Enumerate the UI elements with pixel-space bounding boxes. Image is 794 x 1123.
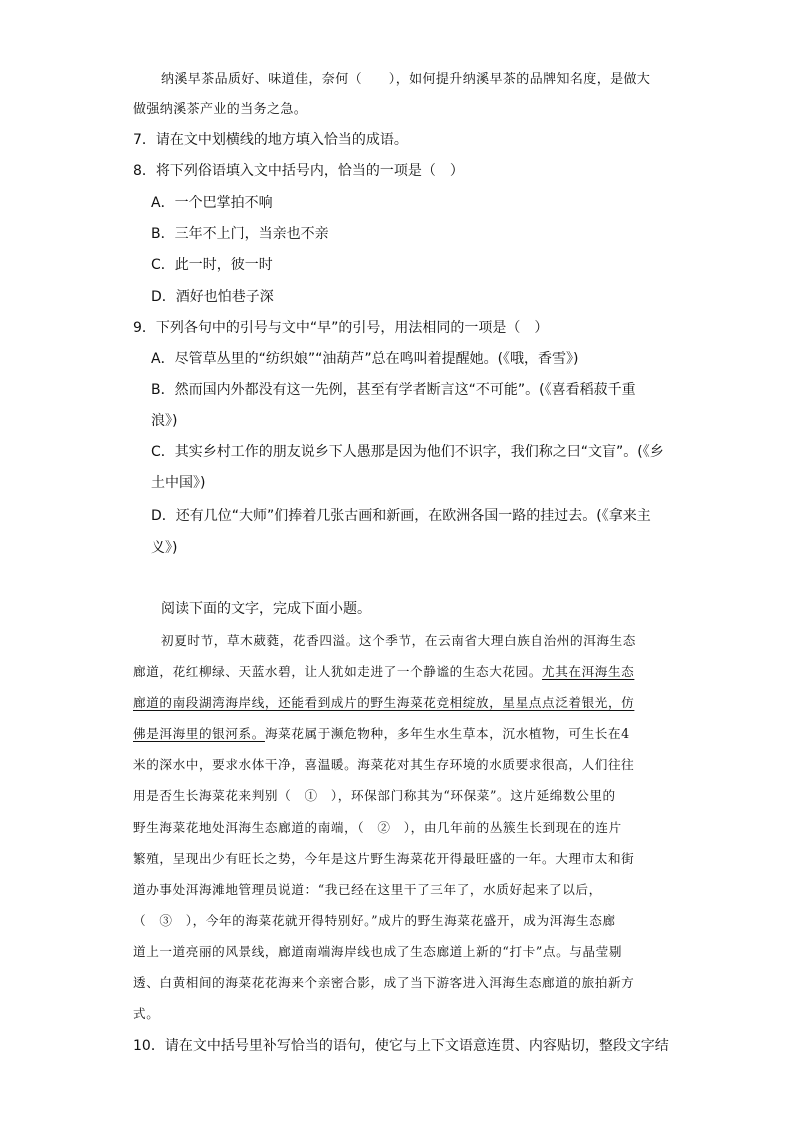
question-8-option-c: C．此一时，彼一时: [151, 257, 273, 273]
reading-line: 米的深水中，要求水体干净，喜温暖。海菜花对其生存环境的水质要求很高，人们往往: [133, 757, 635, 772]
reading-line: 初夏时节，草木葳蕤，花香四溢。这个季节，在云南省大理白族自治州的洱海生态: [161, 633, 636, 648]
reading-line: 野生海菜花地处洱海生态廊道的南端，（ ② ），由几年前的丛簇生长到现在的连片: [133, 820, 622, 835]
question-9-option-c: C．其实乡村工作的朋友说乡下人愚那是因为他们不识字，我们称之曰“文盲”。(《乡: [151, 444, 664, 460]
reading-line: 透、白黄相间的海菜花花海来个亲密合影，成了当下游客进入洱海生态廊道的旅拍新方: [133, 975, 635, 990]
question-9-option-b: B．然而国内外都没有这一先例，甚至有学者断言这“不可能”。(《喜看稻菽千重: [151, 382, 636, 398]
question-9-option-a: A．尽管草丛里的“纺织娘”“油葫芦”总在鸣叫着提醒她。(《哦，香雪》): [151, 351, 579, 367]
passage-line: 做强纳溪茶产业的当务之急。: [133, 102, 308, 117]
reading-line: 廊道，花红柳绿、天蓝水碧，让人犹如走进了一个静谧的生态大花园。尤其在洱海生态: [133, 664, 635, 679]
underlined-sentence: 佛是洱海里的银河系。: [133, 726, 265, 741]
reading-instruction: 阅读下面的文字，完成下面小题。: [161, 601, 371, 617]
question-9-option-d: D．还有几位“大师”们捧着几张古画和新画，在欧洲各国一路的挂过去。(《拿来主: [151, 508, 651, 524]
question-8-option-a: A．一个巴掌拍不响: [151, 195, 273, 211]
question-8-stem: 8．将下列俗语填入文中括号内，恰当的一项是（ ）: [133, 163, 464, 179]
reading-line: （ ③ ），今年的海菜花就开得特别好。”成片的野生海菜花盛开，成为洱海生态廊: [133, 913, 616, 928]
reading-line: 繁殖，呈现出少有旺长之势，今年是这片野生海菜花开得最旺盛的一年。大理市太和街: [133, 851, 635, 866]
underlined-sentence: 尤其在洱海生态: [542, 664, 635, 679]
reading-line: 佛是洱海里的银河系。海菜花属于濒危物种，多年生水生草本，沉水植物，可生长在4: [133, 726, 630, 741]
reading-line: 用是否生长海菜花来判别（ ① ），环保部门称其为“环保菜”。这片延绵数公里的: [133, 788, 616, 803]
reading-line: 道上一道亮丽的风景线，廊道南端海岸线也成了生态廊道上新的“打卡”点。与晶莹剔: [133, 944, 623, 959]
question-8-option-b: B．三年不上门，当亲也不亲: [151, 226, 329, 242]
reading-line: 道办事处洱海滩地管理员说道：“我已经在这里干了三年了，水质好起来了以后，: [133, 882, 602, 897]
question-10: 10．请在文中括号里补写恰当的语句，使它与上下文语意连贯、内容贴切，整段文字结: [133, 1038, 669, 1054]
question-9-option-c-cont: 土中国》): [151, 475, 206, 491]
passage-line: 纳溪早茶品质好、味道佳，奈何（ ），如何提升纳溪早茶的品牌知名度，是做大: [161, 72, 651, 87]
question-7: 7．请在文中划横线的地方填入恰当的成语。: [133, 132, 408, 148]
question-9-stem: 9．下列各句中的引号与文中“早”的引号，用法相同的一项是（ ）: [133, 320, 549, 336]
reading-line: 式。: [133, 1006, 160, 1021]
underlined-sentence: 廊道的南段湖湾海岸线，还能看到成片的野生海菜花竞相绽放，星星点点泛着银光，仿: [133, 695, 635, 710]
question-8-option-d: D．酒好也怕巷子深: [151, 289, 274, 305]
question-9-option-d-cont: 义》): [151, 540, 178, 556]
question-9-option-b-cont: 浪》): [151, 413, 178, 429]
